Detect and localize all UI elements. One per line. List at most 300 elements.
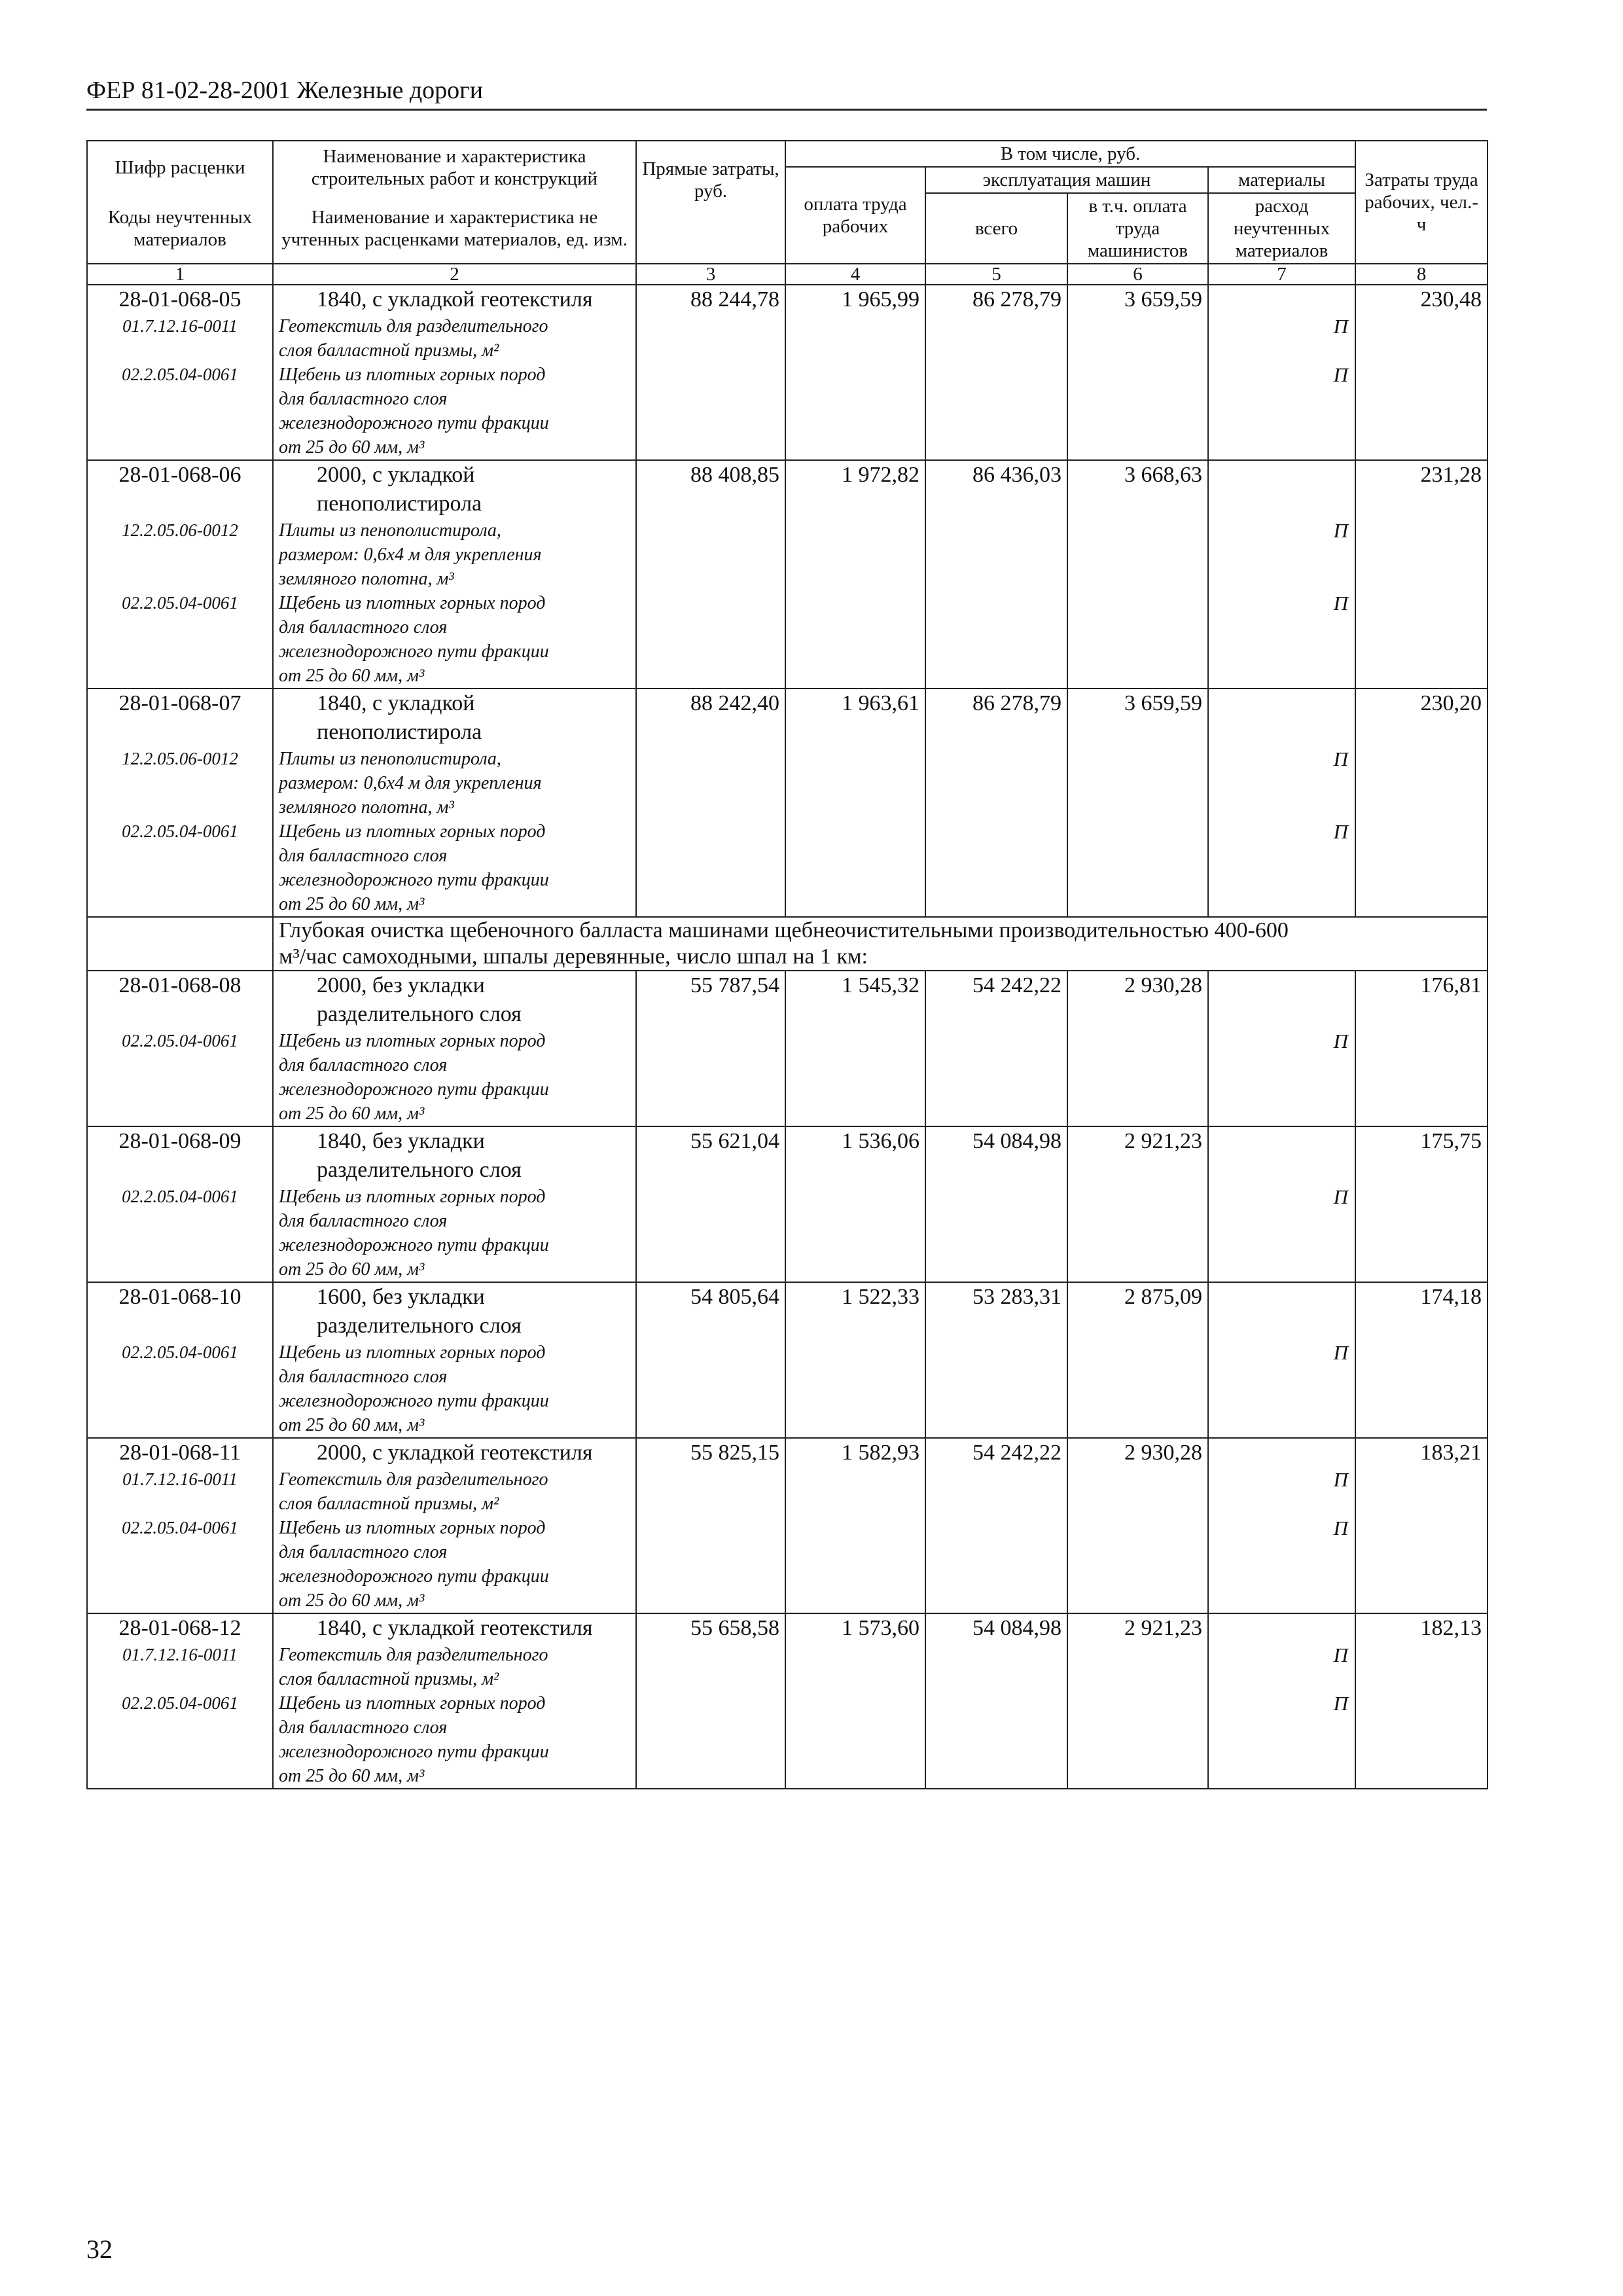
material-name-line: от 25 до 60 мм, м³ bbox=[279, 1766, 425, 1786]
material-name-line: Геотекстиль для разделительного bbox=[279, 316, 548, 336]
rate-code-spacer bbox=[93, 1312, 267, 1340]
material-usage-spacer bbox=[1209, 795, 1355, 819]
material-code: 02.2.05.04-0061 bbox=[122, 1518, 238, 1537]
material-code-spacer bbox=[93, 1077, 267, 1102]
material-name-line: Щебень из плотных горных пород bbox=[279, 365, 546, 385]
material-name-line: железнодорожного пути фракции bbox=[279, 1742, 549, 1762]
rate-name-cell bbox=[273, 285, 636, 460]
material-description bbox=[279, 518, 630, 591]
material-name-line: от 25 до 60 мм, м³ bbox=[279, 666, 425, 686]
labor-pay-cell: 1 536,06 bbox=[785, 1126, 925, 1282]
material-code-spacer bbox=[93, 338, 267, 363]
header-materials: материалы bbox=[1208, 167, 1355, 193]
material-name-line: Геотекстиль для разделительного bbox=[279, 1645, 548, 1665]
rate-name: 1840, без укладки bbox=[317, 1129, 485, 1153]
column-number: 4 bbox=[785, 264, 925, 285]
material-usage bbox=[1209, 518, 1355, 591]
material-description bbox=[279, 314, 630, 363]
material-usage-spacer bbox=[1209, 543, 1355, 567]
material-name-line: слоя балластной призмы, м² bbox=[279, 340, 499, 361]
material-code-spacer bbox=[93, 435, 267, 459]
page-header-title: ФЕР 81-02-28-2001 Железные дороги bbox=[86, 77, 484, 104]
material-usage-spacer bbox=[1209, 1413, 1355, 1437]
material-code-spacer bbox=[93, 1053, 267, 1077]
machines-total-cell: 54 084,98 bbox=[925, 1613, 1067, 1789]
rate-name: 1840, с укладкой bbox=[317, 691, 475, 715]
material-code-spacer bbox=[93, 387, 267, 411]
material-description bbox=[279, 1029, 630, 1126]
material-code-spacer bbox=[93, 1257, 267, 1282]
unaccounted-material bbox=[93, 518, 267, 591]
material-name-line: Геотекстиль для разделительного bbox=[279, 1469, 548, 1490]
material-code-spacer bbox=[93, 771, 267, 795]
rate-name: 2000, с укладкой bbox=[317, 463, 475, 487]
rate-name: 2000, без укладки bbox=[317, 973, 485, 997]
rate-name-cell bbox=[273, 971, 636, 1126]
material-code-spacer bbox=[93, 1413, 267, 1437]
material-name-line: от 25 до 60 мм, м³ bbox=[279, 894, 425, 914]
material-name-line: для балластного слоя bbox=[279, 617, 448, 637]
material-usage-spacer bbox=[1209, 1439, 1355, 1467]
section-heading-line: м³/час самоходными, шпалы деревянные, число шпал на 1 км: bbox=[279, 944, 868, 969]
material-usage-spacer bbox=[1209, 1233, 1355, 1257]
material-code: 02.2.05.04-0061 bbox=[122, 1031, 238, 1050]
labor-hours-cell: 183,21 bbox=[1355, 1438, 1488, 1613]
header-including: В том числе, руб. bbox=[785, 141, 1355, 167]
material-name-line: от 25 до 60 мм, м³ bbox=[279, 1103, 425, 1124]
material-usage-spacer bbox=[1209, 567, 1355, 591]
column-number: 1 bbox=[87, 264, 273, 285]
material-code-spacer bbox=[93, 1715, 267, 1740]
material-usage-cell bbox=[1208, 1126, 1355, 1282]
rate-name-line2: разделительного слоя bbox=[317, 1158, 522, 1182]
material-code-spacer bbox=[93, 1365, 267, 1389]
material-code-spacer bbox=[93, 1667, 267, 1691]
machines-labor-cell: 2 930,28 bbox=[1067, 971, 1208, 1126]
rate-code-spacer bbox=[93, 1000, 267, 1029]
material-description bbox=[279, 1467, 630, 1516]
material-code-spacer bbox=[93, 1540, 267, 1564]
material-name-line: для балластного слоя bbox=[279, 1542, 448, 1562]
rate-name: 1840, с укладкой геотекстиля bbox=[317, 287, 593, 312]
unaccounted-material bbox=[93, 1029, 267, 1126]
material-code-spacer bbox=[93, 1389, 267, 1413]
material-name-line: слоя балластной призмы, м² bbox=[279, 1669, 499, 1689]
material-description bbox=[279, 1516, 630, 1613]
material-usage-cell bbox=[1208, 1613, 1355, 1789]
material-usage-spacer bbox=[1209, 338, 1355, 363]
section-heading-line: Глубокая очистка щебеночного балласта машинами щебнеочистительными производительностью 400-600 bbox=[279, 918, 1289, 942]
material-usage-spacer bbox=[1209, 844, 1355, 868]
material-name-line: от 25 до 60 мм, м³ bbox=[279, 1259, 425, 1280]
material-usage-spacer bbox=[1209, 718, 1355, 747]
material-usage-spacer bbox=[1209, 771, 1355, 795]
direct-costs-cell: 88 242,40 bbox=[636, 689, 785, 917]
material-description bbox=[279, 1340, 630, 1437]
material-usage-spacer bbox=[1209, 490, 1355, 518]
machines-labor-cell: 3 668,63 bbox=[1067, 460, 1208, 689]
labor-hours-cell: 230,48 bbox=[1355, 285, 1488, 460]
rate-name-cell bbox=[273, 689, 636, 917]
material-name-line: размером: 0,6х4 м для укрепления bbox=[279, 773, 542, 793]
material-usage-spacer bbox=[1209, 1715, 1355, 1740]
material-name-line: размером: 0,6х4 м для укрепления bbox=[279, 545, 542, 565]
material-usage-spacer bbox=[1209, 1564, 1355, 1588]
material-name-line: Плиты из пенополистирола, bbox=[279, 749, 501, 769]
machines-total-cell: 86 278,79 bbox=[925, 285, 1067, 460]
material-usage-mark: П bbox=[1333, 1516, 1348, 1539]
material-code-spacer bbox=[93, 1740, 267, 1764]
header-work-name: Наименование и характеристика строительных работ и конструкций bbox=[273, 141, 636, 193]
material-usage-cell bbox=[1208, 285, 1355, 460]
machines-total-cell: 54 084,98 bbox=[925, 1126, 1067, 1282]
material-usage-spacer bbox=[1209, 1492, 1355, 1516]
material-usage-mark: П bbox=[1333, 363, 1348, 386]
material-code-spacer bbox=[93, 892, 267, 916]
material-name-line: железнодорожного пути фракции bbox=[279, 641, 549, 662]
material-usage bbox=[1209, 747, 1355, 819]
material-usage-spacer bbox=[1209, 664, 1355, 688]
material-usage-spacer bbox=[1209, 461, 1355, 490]
rate-row bbox=[87, 460, 1488, 689]
material-usage-spacer bbox=[1209, 1077, 1355, 1102]
rate-code-spacer bbox=[93, 490, 267, 518]
material-name-line: земляного полотна, м³ bbox=[279, 797, 454, 817]
material-name-line: для балластного слоя bbox=[279, 846, 448, 866]
material-code: 02.2.05.04-0061 bbox=[122, 821, 238, 841]
material-name-line: железнодорожного пути фракции bbox=[279, 1566, 549, 1587]
machines-labor-cell: 2 921,23 bbox=[1067, 1126, 1208, 1282]
material-code-spacer bbox=[93, 1492, 267, 1516]
unaccounted-material bbox=[93, 819, 267, 916]
material-usage-spacer bbox=[1209, 285, 1355, 314]
rate-name: 1600, без укладки bbox=[317, 1285, 485, 1309]
material-usage-mark: П bbox=[1333, 820, 1348, 843]
material-description bbox=[279, 819, 630, 916]
labor-pay-cell: 1 545,32 bbox=[785, 971, 925, 1126]
material-code: 02.2.05.04-0061 bbox=[122, 1187, 238, 1206]
material-usage bbox=[1209, 314, 1355, 363]
material-code-spacer bbox=[93, 844, 267, 868]
material-description bbox=[279, 1691, 630, 1788]
labor-pay-cell: 1 582,93 bbox=[785, 1438, 925, 1613]
material-code-spacer bbox=[93, 567, 267, 591]
labor-pay-cell: 1 963,61 bbox=[785, 689, 925, 917]
material-name-line: земляного полотна, м³ bbox=[279, 569, 454, 589]
material-code-spacer bbox=[93, 543, 267, 567]
column-number: 3 bbox=[636, 264, 785, 285]
material-code-spacer bbox=[93, 1588, 267, 1613]
unaccounted-material bbox=[93, 314, 267, 363]
rate-name-line2: пенополистирола bbox=[317, 720, 482, 744]
material-usage-cell bbox=[1208, 971, 1355, 1126]
material-name-line: Щебень из плотных горных пород bbox=[279, 821, 546, 842]
unaccounted-material bbox=[93, 1185, 267, 1282]
labor-hours-cell: 231,28 bbox=[1355, 460, 1488, 689]
unaccounted-material bbox=[93, 1467, 267, 1516]
material-usage-cell bbox=[1208, 689, 1355, 917]
material-code: 12.2.05.06-0012 bbox=[122, 520, 238, 540]
rate-code-cell bbox=[87, 1282, 273, 1438]
rate-code-cell bbox=[87, 1126, 273, 1282]
material-code-spacer bbox=[93, 868, 267, 892]
material-name-line: Щебень из плотных горных пород bbox=[279, 1342, 546, 1363]
unaccounted-material bbox=[93, 591, 267, 688]
material-usage-spacer bbox=[1209, 387, 1355, 411]
labor-hours-cell: 230,20 bbox=[1355, 689, 1488, 917]
header-direct-costs: Прямые затраты, руб. bbox=[636, 141, 785, 264]
section-heading-spacer bbox=[87, 917, 273, 971]
material-usage-spacer bbox=[1209, 1000, 1355, 1029]
material-usage-spacer bbox=[1209, 1127, 1355, 1156]
material-usage-spacer bbox=[1209, 1365, 1355, 1389]
material-code: 02.2.05.04-0061 bbox=[122, 365, 238, 384]
material-usage-spacer bbox=[1209, 615, 1355, 639]
material-usage-mark: П bbox=[1333, 1185, 1348, 1208]
rate-row bbox=[87, 1613, 1488, 1789]
material-name-line: железнодорожного пути фракции bbox=[279, 1391, 549, 1411]
material-usage bbox=[1209, 1185, 1355, 1282]
rate-name: 1840, с укладкой геотекстиля bbox=[317, 1616, 593, 1640]
rate-code: 28-01-068-08 bbox=[118, 973, 241, 997]
material-description bbox=[279, 1185, 630, 1282]
column-number: 7 bbox=[1208, 264, 1355, 285]
material-usage bbox=[1209, 1516, 1355, 1613]
header-machines-labor: в т.ч. оплата труда машинистов bbox=[1067, 193, 1208, 264]
material-usage-spacer bbox=[1209, 868, 1355, 892]
unaccounted-material bbox=[93, 1643, 267, 1691]
material-name-line: для балластного слоя bbox=[279, 1055, 448, 1075]
material-name-line: Плиты из пенополистирола, bbox=[279, 520, 501, 541]
material-code-spacer bbox=[93, 1233, 267, 1257]
material-description bbox=[279, 747, 630, 819]
material-name-line: Щебень из плотных горных пород bbox=[279, 1031, 546, 1051]
material-code-spacer bbox=[93, 664, 267, 688]
material-usage-mark: П bbox=[1333, 1468, 1348, 1491]
rate-code: 28-01-068-11 bbox=[119, 1441, 241, 1465]
material-usage-cell bbox=[1208, 1438, 1355, 1613]
material-name-line: для балластного слоя bbox=[279, 1717, 448, 1738]
material-description bbox=[279, 363, 630, 459]
material-code-spacer bbox=[93, 1209, 267, 1233]
labor-hours-cell: 174,18 bbox=[1355, 1282, 1488, 1438]
rate-code: 28-01-068-09 bbox=[118, 1129, 241, 1153]
rate-code-cell bbox=[87, 1438, 273, 1613]
rate-row bbox=[87, 689, 1488, 917]
rate-row bbox=[87, 285, 1488, 460]
material-usage-spacer bbox=[1209, 411, 1355, 435]
material-code-spacer bbox=[93, 411, 267, 435]
material-name-line: железнодорожного пути фракции bbox=[279, 1079, 549, 1100]
material-name-line: железнодорожного пути фракции bbox=[279, 870, 549, 890]
material-code: 12.2.05.06-0012 bbox=[122, 749, 238, 768]
machines-labor-cell: 2 875,09 bbox=[1067, 1282, 1208, 1438]
material-name-line: для балластного слоя bbox=[279, 1211, 448, 1231]
material-usage-mark: П bbox=[1333, 1030, 1348, 1052]
section-heading bbox=[273, 917, 1488, 971]
material-name-line: Щебень из плотных горных пород bbox=[279, 1693, 546, 1713]
header-machines-total: всего bbox=[925, 193, 1067, 264]
direct-costs-cell: 88 408,85 bbox=[636, 460, 785, 689]
column-numbers-row bbox=[87, 264, 1488, 285]
material-usage-spacer bbox=[1209, 435, 1355, 459]
table-section-2 bbox=[87, 971, 1488, 1789]
material-usage-mark: П bbox=[1333, 1341, 1348, 1364]
labor-pay-cell: 1 972,82 bbox=[785, 460, 925, 689]
direct-costs-cell: 55 621,04 bbox=[636, 1126, 785, 1282]
material-usage-spacer bbox=[1209, 689, 1355, 718]
material-name-line: для балластного слоя bbox=[279, 389, 448, 409]
column-number: 6 bbox=[1067, 264, 1208, 285]
material-code-spacer bbox=[93, 1564, 267, 1588]
direct-costs-cell: 55 825,15 bbox=[636, 1438, 785, 1613]
machines-total-cell: 54 242,22 bbox=[925, 971, 1067, 1126]
rate-code-cell bbox=[87, 460, 273, 689]
material-usage-mark: П bbox=[1333, 315, 1348, 338]
table-section-1 bbox=[87, 285, 1488, 917]
material-usage-spacer bbox=[1209, 1614, 1355, 1643]
material-usage-mark: П bbox=[1333, 1643, 1348, 1666]
material-usage-spacer bbox=[1209, 639, 1355, 664]
machines-total-cell: 86 436,03 bbox=[925, 460, 1067, 689]
column-number: 5 bbox=[925, 264, 1067, 285]
rate-row bbox=[87, 1438, 1488, 1613]
direct-costs-cell: 54 805,64 bbox=[636, 1282, 785, 1438]
rate-name-cell bbox=[273, 1282, 636, 1438]
direct-costs-cell: 88 244,78 bbox=[636, 285, 785, 460]
machines-total-cell: 86 278,79 bbox=[925, 689, 1067, 917]
page-number: 32 bbox=[86, 2234, 113, 2264]
unaccounted-material bbox=[93, 1516, 267, 1613]
material-name-line: Щебень из плотных горных пород bbox=[279, 1518, 546, 1538]
header-unaccounted-name: Наименование и характеристика не учтенных расценками материалов, ед. изм. bbox=[273, 193, 636, 264]
rate-code-spacer bbox=[93, 718, 267, 747]
material-usage-spacer bbox=[1209, 1764, 1355, 1788]
material-code: 02.2.05.04-0061 bbox=[122, 1693, 238, 1713]
rate-name-cell bbox=[273, 1126, 636, 1282]
section-heading-row bbox=[87, 917, 1488, 971]
header-unaccounted-codes: Коды неучтенных материалов bbox=[87, 193, 273, 264]
material-usage-mark: П bbox=[1333, 1692, 1348, 1715]
machines-total-cell: 53 283,31 bbox=[925, 1282, 1067, 1438]
material-usage bbox=[1209, 363, 1355, 459]
rate-row bbox=[87, 1126, 1488, 1282]
material-usage-spacer bbox=[1209, 1257, 1355, 1282]
rate-code-cell bbox=[87, 285, 273, 460]
labor-hours-cell: 175,75 bbox=[1355, 1126, 1488, 1282]
rate-name-cell bbox=[273, 460, 636, 689]
machines-labor-cell: 2 921,23 bbox=[1067, 1613, 1208, 1789]
material-usage-spacer bbox=[1209, 971, 1355, 1000]
section-heading-row-group bbox=[87, 917, 1488, 971]
material-usage-mark: П bbox=[1333, 519, 1348, 542]
material-usage-spacer bbox=[1209, 1156, 1355, 1185]
machines-labor-cell: 3 659,59 bbox=[1067, 285, 1208, 460]
material-name-line: Щебень из плотных горных пород bbox=[279, 593, 546, 613]
unaccounted-material bbox=[93, 363, 267, 459]
material-usage-spacer bbox=[1209, 1053, 1355, 1077]
rate-code: 28-01-068-06 bbox=[118, 463, 241, 487]
unaccounted-material bbox=[93, 747, 267, 819]
material-usage-spacer bbox=[1209, 1312, 1355, 1340]
column-number: 2 bbox=[273, 264, 636, 285]
material-usage-spacer bbox=[1209, 892, 1355, 916]
column-number: 8 bbox=[1355, 264, 1488, 285]
material-usage-spacer bbox=[1209, 1102, 1355, 1126]
material-usage-mark: П bbox=[1333, 592, 1348, 615]
material-usage-spacer bbox=[1209, 1588, 1355, 1613]
header-materials-usage: расход неучтенных материалов bbox=[1208, 193, 1355, 264]
material-usage bbox=[1209, 1467, 1355, 1516]
material-usage bbox=[1209, 1340, 1355, 1437]
material-code: 02.2.05.04-0061 bbox=[122, 1342, 238, 1362]
rate-code: 28-01-068-12 bbox=[118, 1616, 241, 1640]
material-usage bbox=[1209, 819, 1355, 916]
labor-pay-cell: 1 965,99 bbox=[785, 285, 925, 460]
material-name-line: от 25 до 60 мм, м³ bbox=[279, 1415, 425, 1435]
material-name-line: железнодорожного пути фракции bbox=[279, 1235, 549, 1255]
labor-hours-cell: 182,13 bbox=[1355, 1613, 1488, 1789]
rate-name: 2000, с укладкой геотекстиля bbox=[317, 1441, 593, 1465]
material-code-spacer bbox=[93, 1764, 267, 1788]
material-code-spacer bbox=[93, 615, 267, 639]
material-description bbox=[279, 591, 630, 688]
rate-code: 28-01-068-10 bbox=[118, 1285, 241, 1309]
labor-pay-cell: 1 573,60 bbox=[785, 1613, 925, 1789]
labor-hours-cell: 176,81 bbox=[1355, 971, 1488, 1126]
material-description bbox=[279, 1643, 630, 1691]
machines-labor-cell: 2 930,28 bbox=[1067, 1438, 1208, 1613]
rate-code: 28-01-068-07 bbox=[118, 691, 241, 715]
header-machines: эксплуатация машин bbox=[925, 167, 1208, 193]
material-code: 01.7.12.16-0011 bbox=[122, 1469, 238, 1489]
material-name-line: для балластного слоя bbox=[279, 1367, 448, 1387]
material-usage-spacer bbox=[1209, 1389, 1355, 1413]
material-code-spacer bbox=[93, 795, 267, 819]
material-usage-cell bbox=[1208, 1282, 1355, 1438]
header-labor-costs: Затраты труда рабочих, чел.-ч bbox=[1355, 141, 1488, 264]
header-divider bbox=[86, 109, 1487, 111]
material-name-line: слоя балластной призмы, м² bbox=[279, 1494, 499, 1514]
material-code: 01.7.12.16-0011 bbox=[122, 1645, 238, 1664]
rate-name-cell bbox=[273, 1613, 636, 1789]
rate-name-line2: пенополистирола bbox=[317, 492, 482, 516]
material-usage bbox=[1209, 1029, 1355, 1126]
material-code: 01.7.12.16-0011 bbox=[122, 316, 238, 336]
rate-name-line2: разделительного слоя bbox=[317, 1314, 522, 1338]
material-name-line: Щебень из плотных горных пород bbox=[279, 1187, 546, 1207]
material-usage bbox=[1209, 591, 1355, 688]
material-usage bbox=[1209, 1643, 1355, 1691]
material-usage-spacer bbox=[1209, 1667, 1355, 1691]
rate-row bbox=[87, 971, 1488, 1126]
direct-costs-cell: 55 658,58 bbox=[636, 1613, 785, 1789]
rate-code-cell bbox=[87, 689, 273, 917]
header-code: Шифр расценки bbox=[87, 141, 273, 193]
material-usage-spacer bbox=[1209, 1740, 1355, 1764]
material-usage-spacer bbox=[1209, 1283, 1355, 1312]
machines-total-cell: 54 242,22 bbox=[925, 1438, 1067, 1613]
rate-code-cell bbox=[87, 1613, 273, 1789]
material-usage-cell bbox=[1208, 460, 1355, 689]
rate-row bbox=[87, 1282, 1488, 1438]
material-usage bbox=[1209, 1691, 1355, 1788]
material-code-spacer bbox=[93, 1102, 267, 1126]
rate-name-line2: разделительного слоя bbox=[317, 1002, 522, 1026]
rate-code: 28-01-068-05 bbox=[118, 287, 241, 312]
rate-code-cell bbox=[87, 971, 273, 1126]
labor-pay-cell: 1 522,33 bbox=[785, 1282, 925, 1438]
